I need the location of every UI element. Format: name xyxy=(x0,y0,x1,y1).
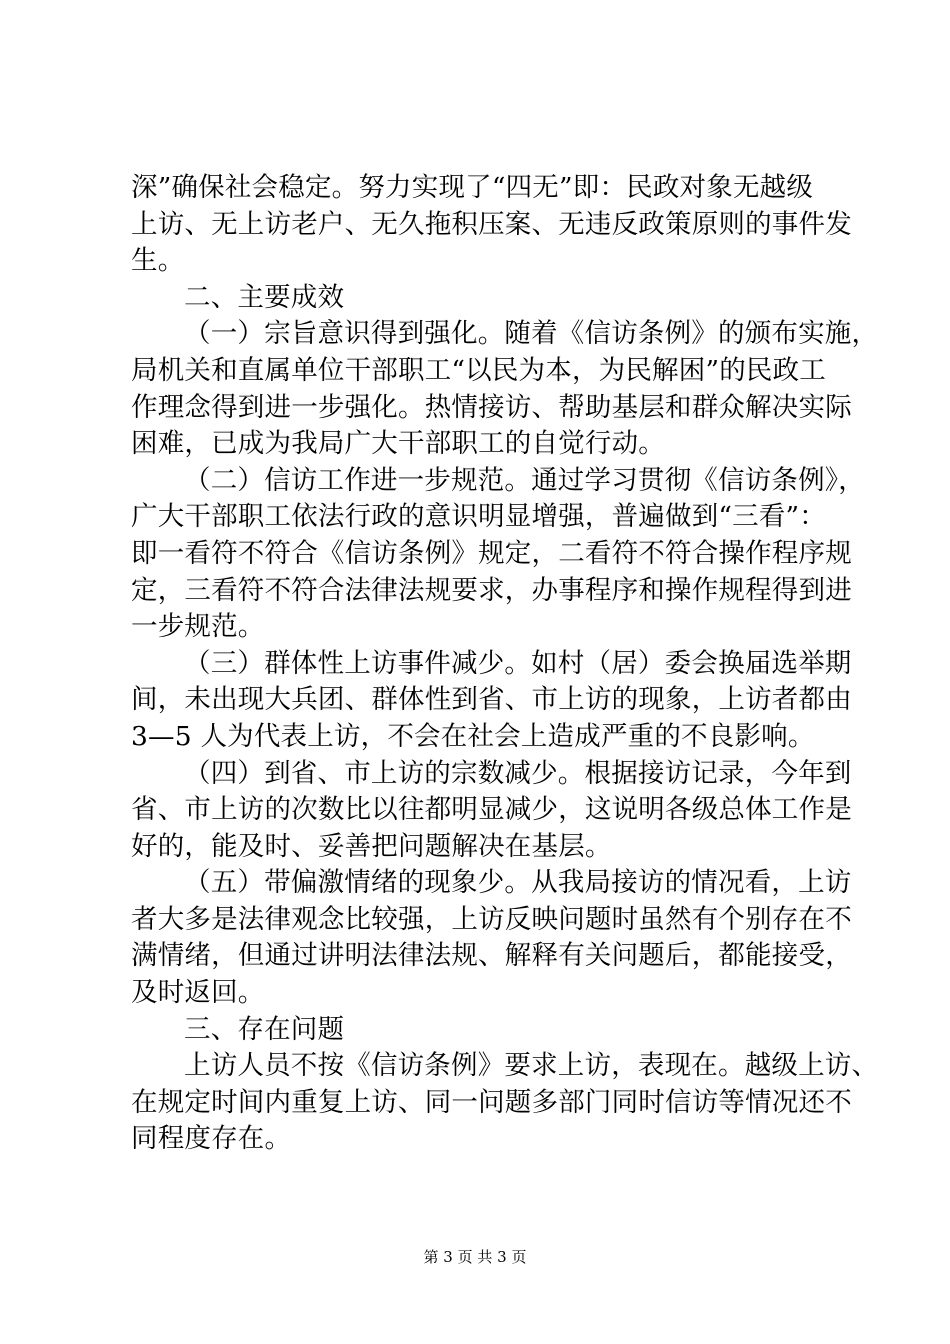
text-line-5: （一）宗旨意识得到强化。随着《信访条例》的颁布实施， xyxy=(184,318,879,350)
text-line-11: 即一看符不符合《信访条例》规定，二看符不符合操作程序规 xyxy=(131,537,852,569)
text-line-10: 广大干部职工依法行政的意识明显增强，普遍做到“三看”： xyxy=(131,501,826,533)
section-heading-main-results: 二、主要成效 xyxy=(184,281,345,313)
text-line-17: （四）到省、市上访的宗数减少。根据接访记录，今年到 xyxy=(184,757,852,789)
document-body xyxy=(131,170,879,1158)
section-heading-existing-problems: 三、存在问题 xyxy=(184,1013,345,1045)
text-line-9: （二）信访工作进一步规范。通过学习贯彻《信访条例》， xyxy=(184,464,865,496)
text-line-18: 省、市上访的次数比以往都明显减少，这说明各级总体工作是 xyxy=(131,794,852,826)
text-line-12: 定，三看符不符合法律法规要求，办事程序和操作规程得到进 xyxy=(131,574,852,606)
text-line-21: 者大多是法律观念比较强，上访反映问题时虽然有个别存在不 xyxy=(131,903,852,935)
text-line-3: 生。 xyxy=(131,245,185,277)
text-line-6: 局机关和直属单位干部职工“以民为本，为民解困”的民政工 xyxy=(131,354,826,386)
text-line-27: 同程度存在。 xyxy=(131,1123,292,1155)
text-line-20: （五）带偏激情绪的现象少。从我局接访的情况看，上访 xyxy=(184,867,852,899)
page-number-footer: 第 3 页 共 3 页 xyxy=(423,1248,527,1266)
text-line-13: 一步规范。 xyxy=(131,611,265,643)
text-line-23: 及时返回。 xyxy=(131,977,265,1009)
text-line-22: 满情绪，但通过讲明法律法规、解释有关问题后，都能接受， xyxy=(131,940,852,972)
text-line-7: 作理念得到进一步强化。热情接访、帮助基层和群众解决实际 xyxy=(131,391,852,423)
text-line-25: 上访人员不按《信访条例》要求上访，表现在。越级上访、 xyxy=(184,1050,879,1082)
text-line-19: 好的，能及时、妥善把问题解决在基层。 xyxy=(131,830,612,862)
text-line-8: 困难，已成为我局广大干部职工的自觉行动。 xyxy=(131,428,665,460)
text-line-2: 上访、无上访老户、无久拖积压案、无违反政策原则的事件发 xyxy=(131,208,852,240)
text-line-14: （三）群体性上访事件减少。如村（居）委会换届选举期 xyxy=(184,647,852,679)
text-line-15: 间，未出现大兵团、群体性到省、市上访的现象，上访者都由 xyxy=(131,684,852,716)
text-line-1: 深”确保社会稳定。努力实现了“四无”即：民政对象无越级 xyxy=(131,172,814,203)
text-line-26: 在规定时间内重复上访、同一问题多部门同时信访等情况还不 xyxy=(131,1086,852,1118)
text-line-16: 3—5 人为代表上访，不会在社会上造成严重的不良影响。 xyxy=(131,720,815,752)
